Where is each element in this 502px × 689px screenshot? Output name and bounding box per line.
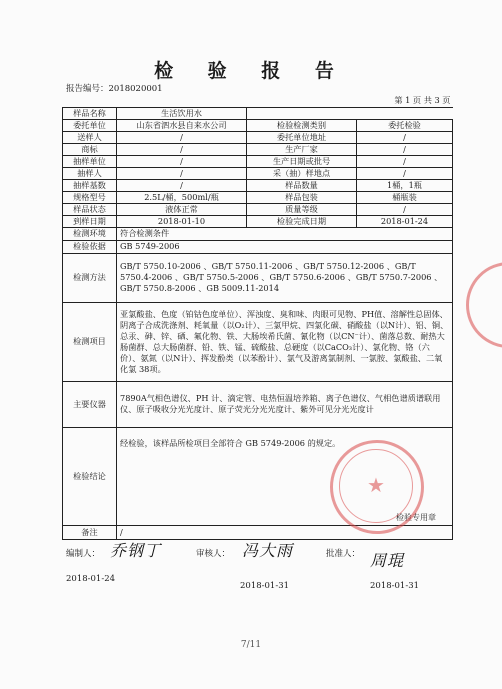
- sampling-base-value: /: [117, 179, 247, 191]
- instruments-value: 7890A气相色谱仪、PH 计、滴定管、电热恒温培养箱、离子色谱仪、气相色谱质谱联用仪、原子吸收分光光度计、原子荧光分光光度计、紫外可见分光光度计: [117, 381, 453, 427]
- field-label: 生产厂家: [247, 143, 357, 155]
- star-icon: ★: [367, 473, 385, 497]
- table-row: [63, 143, 453, 155]
- client-address-value: /: [357, 131, 453, 143]
- field-label: 检测环境: [63, 227, 117, 240]
- field-label: 样品数量: [247, 179, 357, 191]
- field-label: 抽样基数: [63, 179, 117, 191]
- table-row: [63, 179, 453, 191]
- field-label: 送样人: [63, 131, 117, 143]
- field-label: 检测项目: [63, 302, 117, 381]
- test-type-value: 委托检验: [357, 119, 453, 131]
- sampling-unit-value: /: [117, 155, 247, 167]
- field-label: 规格型号: [63, 191, 117, 203]
- author-signature: 乔钢丁: [110, 541, 162, 560]
- finish-date-value: 2018-01-24: [357, 215, 453, 227]
- page-info: 第 1 页 共 3 页: [63, 95, 453, 107]
- field-label: 样品状态: [63, 203, 117, 215]
- edge-seal: [466, 262, 502, 348]
- field-label: 样品包装: [247, 191, 357, 203]
- official-seal: [330, 440, 424, 534]
- sampler-value: /: [117, 167, 247, 179]
- table-row: [63, 253, 453, 302]
- approver-date: 2018-01-31: [370, 581, 420, 591]
- table-row: [63, 203, 453, 215]
- stamp-caption: 检验专用章: [396, 512, 436, 522]
- remark-value: /: [117, 525, 453, 539]
- table-row: [63, 155, 453, 167]
- field-label: 抽样单位: [63, 155, 117, 167]
- state-value: 液体正常: [117, 203, 247, 215]
- field-label: 检测方法: [63, 253, 117, 302]
- field-label: 检验完成日期: [247, 215, 357, 227]
- reviewer-label: 审核人：: [196, 549, 231, 559]
- field-label: 委托单位: [63, 119, 117, 131]
- field-label: 质量等级: [247, 203, 357, 215]
- field-label: 检验检测类别: [247, 119, 357, 131]
- page-footer: 7/11: [240, 640, 262, 650]
- trademark-value: /: [117, 143, 247, 155]
- reviewer-date: 2018-01-31: [240, 581, 290, 591]
- field-label: 检验依据: [63, 240, 117, 253]
- report-title: 检 验 报 告: [154, 60, 348, 82]
- arrive-date-value: 2018-01-10: [117, 215, 247, 227]
- sample-quantity-value: 1桶，1瓶: [357, 179, 453, 191]
- table-row: [63, 227, 453, 240]
- field-label: 检验结论: [63, 427, 117, 525]
- package-value: 桶瓶装: [357, 191, 453, 203]
- field-label: 备注: [63, 525, 117, 539]
- reviewer-signature: 冯大雨: [242, 541, 294, 560]
- field-label: 到样日期: [63, 215, 117, 227]
- client-value: 山东省泗水县自来水公司: [117, 119, 247, 131]
- sender-value: /: [117, 131, 247, 143]
- field-label: 样品名称: [63, 107, 117, 119]
- sample-name-value: 生活饮用水: [117, 107, 247, 119]
- field-label: 主要仪器: [63, 381, 117, 427]
- sampling-site-value: /: [357, 167, 453, 179]
- table-row: [63, 215, 453, 227]
- date-batch-value: /: [357, 155, 453, 167]
- report-number: 报告编号：2018020001: [66, 84, 163, 94]
- grade-value: /: [357, 203, 453, 215]
- table-row: [63, 302, 453, 381]
- table-row: [63, 131, 453, 143]
- table-row: [63, 240, 453, 253]
- conclusion-text: 经检验，该样品所检项目全部符合 GB 5749-2006 的规定。: [120, 437, 341, 448]
- approver-label: 批准人：: [326, 549, 361, 559]
- basis-value: GB 5749-2006: [117, 240, 453, 253]
- field-label: 抽样人: [63, 167, 117, 179]
- field-label: 商标: [63, 143, 117, 155]
- table-row: [63, 107, 453, 119]
- field-label: 委托单位地址: [247, 131, 357, 143]
- field-label: 采（抽）样地点: [247, 167, 357, 179]
- author-label: 编制人：: [66, 549, 101, 559]
- items-value: 亚氯酸盐、色度（铂钴色度单位）、浑浊度、臭和味、肉眼可见物、PH值、溶解性总固体、阴离子合成洗涤剂、耗氧量（以O₂计）、三氯甲烷、四氯化碳、硝酸盐（以N计）、铝、铜、总汞、砷、锌、硒、氟化物、铁、大肠埃希氏菌、氰化物（以CN⁻计）、菌落总数、耐热大肠菌群、总大肠菌群、铅、铁、锰、硫酸盐、总硬度（以CaCO₃计）、氯化物、铬（六价）、氨氮（以N计）、挥发酚类（以苯酚计）、氯气及游离氯制剂、一氯胺、氯酸盐、二氧化氯 38项。: [117, 302, 453, 381]
- method-value: GB/T 5750.10-2006 、GB/T 5750.11-2006 、GB/T 5750.12-2006 、GB/T 5750.4-2006 、GB/T 5750.5-2006 、GB/T 5750.6-2006 、GB/T 5750.7-2006 、GB/T 5750.8-2006 、GB 5009.11-2014: [117, 253, 453, 302]
- table-row: [63, 191, 453, 203]
- author-date: 2018-01-24: [66, 574, 116, 584]
- table-row: [63, 167, 453, 179]
- table-row: [63, 381, 453, 427]
- approver-signature: 周琨: [370, 551, 405, 570]
- manufacturer-value: /: [357, 143, 453, 155]
- spec-value: 2.5L/桶，500ml/瓶: [117, 191, 247, 203]
- env-value: 符合检测条件: [117, 227, 453, 240]
- field-label: 生产日期或批号: [247, 155, 357, 167]
- table-row: [63, 119, 453, 131]
